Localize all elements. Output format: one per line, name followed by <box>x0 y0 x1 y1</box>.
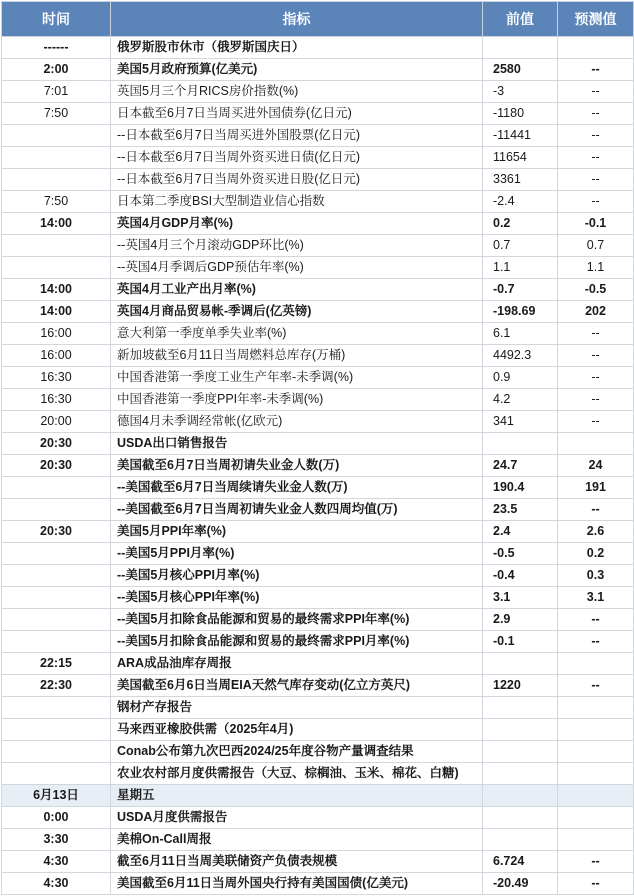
cell-indicator: 俄罗斯股市休市（俄罗斯国庆日） <box>111 37 483 59</box>
cell-indicator: 意大利第一季度单季失业率(%) <box>111 323 483 345</box>
cell-forecast: 24 <box>558 455 634 477</box>
cell-forecast: -- <box>558 631 634 653</box>
table-row <box>2 389 634 411</box>
cell-indicator: 马来西亚橡胶供需（2025年4月) <box>111 719 483 741</box>
table-row <box>2 543 634 565</box>
cell-indicator: --英国4月三个月滚动GDP环比(%) <box>111 235 483 257</box>
cell-previous: -11441 <box>483 125 558 147</box>
cell-time: 14:00 <box>2 301 111 323</box>
table-row <box>2 851 634 873</box>
cell-forecast: -- <box>558 59 634 81</box>
cell-indicator: 美国5月PPI年率(%) <box>111 521 483 543</box>
cell-previous: 4492.3 <box>483 345 558 367</box>
cell-time: 7:01 <box>2 81 111 103</box>
cell-previous: -0.4 <box>483 565 558 587</box>
cell-time <box>2 169 111 191</box>
cell-time <box>2 719 111 741</box>
table-row <box>2 323 634 345</box>
table-row <box>2 279 634 301</box>
cell-indicator: --美国截至6月7日当周续请失业金人数(万) <box>111 477 483 499</box>
cell-indicator: USDA出口销售报告 <box>111 433 483 455</box>
day-separator-row <box>2 785 634 807</box>
cell-previous: 1220 <box>483 675 558 697</box>
cell-previous: 0.2 <box>483 213 558 235</box>
cell-forecast: -- <box>558 873 634 895</box>
cell-forecast: -- <box>558 169 634 191</box>
cell-indicator: 美国截至6月11日当周外国央行持有美国国债(亿美元) <box>111 873 483 895</box>
cell-time: 16:30 <box>2 367 111 389</box>
cell-indicator: --日本截至6月7日当周外资买进日债(亿日元) <box>111 147 483 169</box>
cell-time <box>2 235 111 257</box>
table-row <box>2 191 634 213</box>
table-row <box>2 235 634 257</box>
cell-time: 2:00 <box>2 59 111 81</box>
table-row <box>2 81 634 103</box>
cell-time <box>2 543 111 565</box>
cell-indicator: --日本截至6月7日当周买进外国股票(亿日元) <box>111 125 483 147</box>
header-indicator: 指标 <box>111 2 483 37</box>
cell-forecast <box>558 763 634 785</box>
cell-time: 14:00 <box>2 213 111 235</box>
cell-forecast: -- <box>558 191 634 213</box>
cell-indicator: 日本第二季度BSI大型制造业信心指数 <box>111 191 483 213</box>
cell-forecast: 3.1 <box>558 587 634 609</box>
table-row <box>2 873 634 895</box>
cell-previous: 0.9 <box>483 367 558 389</box>
economic-calendar-table <box>1 1 634 895</box>
cell-forecast <box>558 697 634 719</box>
cell-indicator: 美国截至6月6日当周EIA天然气库存变动(亿立方英尺) <box>111 675 483 697</box>
cell-previous <box>483 785 558 807</box>
header-forecast: 预测值 <box>558 2 634 37</box>
cell-forecast <box>558 785 634 807</box>
cell-indicator: 英国4月工业产出月率(%) <box>111 279 483 301</box>
table-row <box>2 213 634 235</box>
cell-forecast: -- <box>558 323 634 345</box>
table-row <box>2 411 634 433</box>
cell-time: 22:30 <box>2 675 111 697</box>
table-row <box>2 609 634 631</box>
cell-indicator: 日本截至6月7日当周买进外国债券(亿日元) <box>111 103 483 125</box>
table-body <box>2 37 634 895</box>
cell-indicator: --美国5月核心PPI年率(%) <box>111 587 483 609</box>
table-row <box>2 807 634 829</box>
cell-indicator: 美棉On-Call周报 <box>111 829 483 851</box>
cell-indicator: --美国5月核心PPI月率(%) <box>111 565 483 587</box>
table-row <box>2 345 634 367</box>
cell-time: 7:50 <box>2 191 111 213</box>
table-row <box>2 631 634 653</box>
table-row <box>2 521 634 543</box>
cell-previous: 3.1 <box>483 587 558 609</box>
cell-previous <box>483 653 558 675</box>
cell-time: 4:30 <box>2 851 111 873</box>
cell-time: 14:00 <box>2 279 111 301</box>
cell-time: 20:00 <box>2 411 111 433</box>
cell-indicator: 星期五 <box>111 785 483 807</box>
cell-forecast: -- <box>558 367 634 389</box>
table-row <box>2 675 634 697</box>
cell-previous: 2.4 <box>483 521 558 543</box>
cell-indicator: --美国5月扣除食品能源和贸易的最终需求PPI月率(%) <box>111 631 483 653</box>
cell-forecast: -- <box>558 345 634 367</box>
table-row <box>2 499 634 521</box>
cell-indicator: 英国5月三个月RICS房价指数(%) <box>111 81 483 103</box>
cell-indicator: 德国4月未季调经常帐(亿欧元) <box>111 411 483 433</box>
table-row <box>2 103 634 125</box>
cell-forecast: 0.3 <box>558 565 634 587</box>
cell-indicator: 美国截至6月7日当周初请失业金人数(万) <box>111 455 483 477</box>
cell-indicator: --美国5月扣除食品能源和贸易的最终需求PPI年率(%) <box>111 609 483 631</box>
cell-previous: 0.7 <box>483 235 558 257</box>
cell-time <box>2 741 111 763</box>
cell-previous <box>483 719 558 741</box>
table-row <box>2 433 634 455</box>
cell-indicator: --美国截至6月7日当周初请失业金人数四周均值(万) <box>111 499 483 521</box>
table-row <box>2 697 634 719</box>
cell-indicator: Conab公布第九次巴西2024/25年度谷物产量调查结果 <box>111 741 483 763</box>
cell-forecast <box>558 719 634 741</box>
table-row <box>2 125 634 147</box>
cell-forecast <box>558 653 634 675</box>
cell-time <box>2 477 111 499</box>
cell-indicator: 截至6月11日当周美联储资产负债表规模 <box>111 851 483 873</box>
cell-time <box>2 697 111 719</box>
cell-time <box>2 257 111 279</box>
cell-previous: -1180 <box>483 103 558 125</box>
cell-forecast: 202 <box>558 301 634 323</box>
cell-forecast: 0.7 <box>558 235 634 257</box>
cell-previous: -198.69 <box>483 301 558 323</box>
cell-forecast: -- <box>558 851 634 873</box>
cell-previous: 6.1 <box>483 323 558 345</box>
cell-forecast: 191 <box>558 477 634 499</box>
cell-time: 20:30 <box>2 433 111 455</box>
cell-forecast: 1.1 <box>558 257 634 279</box>
cell-forecast: -- <box>558 609 634 631</box>
table-row <box>2 719 634 741</box>
table-header-row <box>2 2 634 37</box>
cell-forecast: 0.2 <box>558 543 634 565</box>
cell-indicator: 农业农村部月度供需报告（大豆、棕榈油、玉米、棉花、白糖) <box>111 763 483 785</box>
table-row <box>2 763 634 785</box>
cell-indicator: --美国5月PPI月率(%) <box>111 543 483 565</box>
cell-previous <box>483 763 558 785</box>
cell-indicator: 英国4月商品贸易帐-季调后(亿英镑) <box>111 301 483 323</box>
cell-previous: -2.4 <box>483 191 558 213</box>
cell-previous: 341 <box>483 411 558 433</box>
cell-forecast <box>558 741 634 763</box>
cell-forecast: -- <box>558 81 634 103</box>
cell-forecast <box>558 807 634 829</box>
cell-time: ------ <box>2 37 111 59</box>
cell-forecast: -- <box>558 675 634 697</box>
cell-previous <box>483 741 558 763</box>
cell-forecast: -0.5 <box>558 279 634 301</box>
table-row <box>2 587 634 609</box>
cell-time <box>2 609 111 631</box>
table-row <box>2 653 634 675</box>
cell-previous: 1.1 <box>483 257 558 279</box>
header-time: 时间 <box>2 2 111 37</box>
cell-time: 3:30 <box>2 829 111 851</box>
cell-time <box>2 125 111 147</box>
cell-indicator: 英国4月GDP月率(%) <box>111 213 483 235</box>
cell-previous <box>483 37 558 59</box>
cell-time: 7:50 <box>2 103 111 125</box>
cell-time <box>2 499 111 521</box>
header-previous: 前值 <box>483 2 558 37</box>
cell-forecast: -- <box>558 499 634 521</box>
table-row <box>2 59 634 81</box>
cell-forecast <box>558 37 634 59</box>
cell-indicator: --日本截至6月7日当周外资买进日股(亿日元) <box>111 169 483 191</box>
cell-forecast <box>558 829 634 851</box>
cell-time: 16:00 <box>2 345 111 367</box>
table-row <box>2 741 634 763</box>
cell-indicator: ARA成品油库存周报 <box>111 653 483 675</box>
cell-previous: 2.9 <box>483 609 558 631</box>
cell-time <box>2 631 111 653</box>
cell-forecast: 2.6 <box>558 521 634 543</box>
cell-time <box>2 147 111 169</box>
cell-previous: -0.7 <box>483 279 558 301</box>
table-row <box>2 37 634 59</box>
cell-previous: 4.2 <box>483 389 558 411</box>
cell-time: 22:15 <box>2 653 111 675</box>
table-row <box>2 829 634 851</box>
cell-forecast: -0.1 <box>558 213 634 235</box>
cell-previous: -0.5 <box>483 543 558 565</box>
cell-previous <box>483 697 558 719</box>
cell-forecast: -- <box>558 103 634 125</box>
cell-indicator: 新加坡截至6月11日当周燃料总库存(万桶) <box>111 345 483 367</box>
cell-indicator: 美国5月政府预算(亿美元) <box>111 59 483 81</box>
table-row <box>2 169 634 191</box>
table-row <box>2 257 634 279</box>
table-row <box>2 477 634 499</box>
cell-previous: 3361 <box>483 169 558 191</box>
cell-forecast: -- <box>558 125 634 147</box>
cell-time: 4:30 <box>2 873 111 895</box>
cell-time: 20:30 <box>2 521 111 543</box>
cell-previous: 2580 <box>483 59 558 81</box>
cell-previous: 190.4 <box>483 477 558 499</box>
cell-previous: -20.49 <box>483 873 558 895</box>
cell-forecast: -- <box>558 411 634 433</box>
cell-indicator: 中国香港第一季度PPI年率-未季调(%) <box>111 389 483 411</box>
cell-previous <box>483 433 558 455</box>
cell-forecast: -- <box>558 147 634 169</box>
cell-time <box>2 587 111 609</box>
table-row <box>2 147 634 169</box>
table-row <box>2 367 634 389</box>
table-row <box>2 301 634 323</box>
cell-previous: 24.7 <box>483 455 558 477</box>
cell-previous: 23.5 <box>483 499 558 521</box>
cell-indicator: USDA月度供需报告 <box>111 807 483 829</box>
table-row <box>2 565 634 587</box>
cell-time: 16:30 <box>2 389 111 411</box>
cell-time: 6月13日 <box>2 785 111 807</box>
cell-previous: -0.1 <box>483 631 558 653</box>
table-row <box>2 455 634 477</box>
cell-previous: 6.724 <box>483 851 558 873</box>
cell-time: 0:00 <box>2 807 111 829</box>
cell-time <box>2 763 111 785</box>
cell-previous: -3 <box>483 81 558 103</box>
cell-time: 20:30 <box>2 455 111 477</box>
cell-indicator: 中国香港第一季度工业生产年率-未季调(%) <box>111 367 483 389</box>
cell-forecast: -- <box>558 389 634 411</box>
cell-time: 16:00 <box>2 323 111 345</box>
cell-previous <box>483 829 558 851</box>
cell-previous: 11654 <box>483 147 558 169</box>
cell-time <box>2 565 111 587</box>
cell-previous <box>483 807 558 829</box>
cell-indicator: --英国4月季调后GDP预估年率(%) <box>111 257 483 279</box>
cell-indicator: 钢材产存报告 <box>111 697 483 719</box>
cell-forecast <box>558 433 634 455</box>
